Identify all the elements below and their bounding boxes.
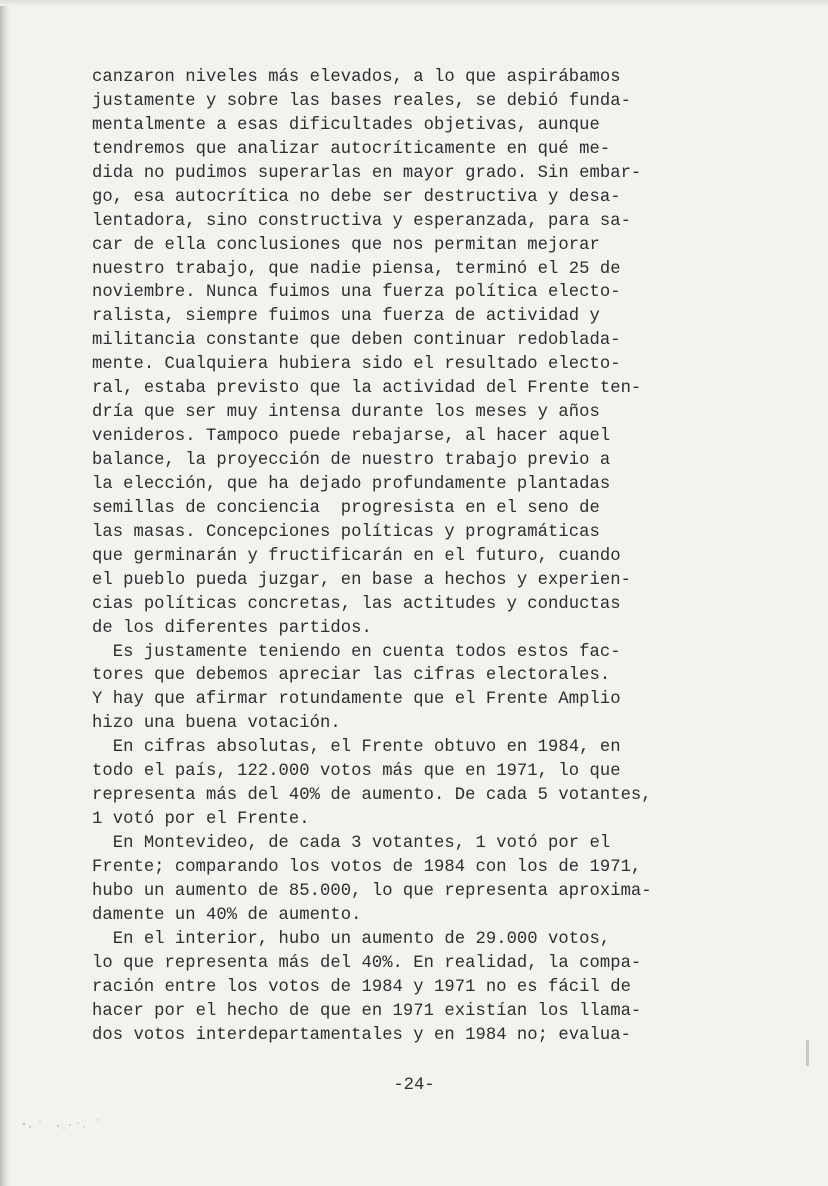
text-line: mente. Cualquiera hubiera sido el resultado electo- bbox=[92, 355, 621, 375]
text-line: el pueblo pueda juzgar, en base a hechos y experien- bbox=[92, 570, 631, 590]
text-line: car de ella conclusiones que nos permitan mejorar bbox=[92, 235, 600, 255]
text-line: En cifras absolutas, el Frente obtuvo en 1984, en bbox=[92, 738, 621, 758]
text-line: noviembre. Nunca fuimos una fuerza política electo- bbox=[92, 283, 621, 303]
text-line: ración entre los votos de 1984 y 1971 no es fácil de bbox=[92, 977, 631, 997]
text-line: dos votos interdepartamentales y en 1984 no; evalua- bbox=[92, 1025, 631, 1045]
page-number: -24- bbox=[393, 1076, 435, 1095]
text-line: que germinarán y fructificarán en el futuro, cuando bbox=[92, 546, 621, 566]
text-line: ral, estaba previsto que la actividad del Frente ten- bbox=[92, 379, 642, 399]
text-line: go, esa autocrítica no debe ser destructiva y desa- bbox=[92, 187, 621, 207]
text-line: justamente y sobre las bases reales, se debió funda- bbox=[92, 91, 631, 111]
text-line: canzaron niveles más elevados, a lo que aspirábamos bbox=[92, 68, 621, 87]
text-line: venideros. Tampoco puede rebajarse, al hacer aquel bbox=[92, 427, 611, 447]
text-line: nuestro trabajo, que nadie piensa, terminó el 25 de bbox=[92, 259, 621, 279]
text-line: hubo un aumento de 85.000, lo que representa aproxima- bbox=[92, 881, 652, 901]
text-line: dría que ser muy intensa durante los meses y años bbox=[92, 403, 600, 423]
text-line: cias políticas concretas, las actitudes y conductas bbox=[92, 594, 621, 614]
text-line: balance, la proyección de nuestro trabajo previo a bbox=[92, 451, 611, 470]
text-line: lentadora, sino constructiva y esperanzada, para sa- bbox=[92, 211, 631, 231]
text-line: hacer por el hecho de que en 1971 existían los llama- bbox=[92, 1001, 642, 1021]
page-edge-shadow bbox=[0, 0, 10, 1186]
text-line: hizo una buena votación. bbox=[92, 714, 341, 734]
text-line: 1 votó por el Frente. bbox=[92, 810, 310, 830]
text-line: militancia constante que deben continuar redoblada- bbox=[92, 331, 621, 351]
text-line: En el interior, hubo un aumento de 29.000 votos, bbox=[92, 929, 611, 949]
text-line: tendremos que analizar autocríticamente en qué me- bbox=[92, 139, 611, 159]
text-line: ralista, siempre fuimos una fuerza de actividad y bbox=[92, 307, 600, 327]
text-line: las masas. Concepciones políticas y programáticas bbox=[92, 522, 600, 542]
text-line: En Montevideo, de cada 3 votantes, 1 votó por el bbox=[92, 834, 611, 853]
ink-speck-mark bbox=[18, 1110, 108, 1134]
text-line: la elección, que ha dejado profundamente plantadas bbox=[92, 474, 611, 494]
text-line: Es justamente teniendo en cuenta todos estos fac- bbox=[92, 642, 621, 662]
text-line: tores que debemos apreciar las cifras electorales. bbox=[92, 666, 611, 686]
text-line: damente un 40% de aumento. bbox=[92, 905, 362, 925]
page-top-shadow bbox=[0, 0, 828, 6]
text-line: de los diferentes partidos. bbox=[92, 618, 372, 638]
text-line: todo el país, 122.000 votos más que en 1971, lo que bbox=[92, 762, 621, 782]
margin-mark bbox=[806, 1040, 809, 1066]
text-line: mentalmente a esas dificultades objetivas, aunque bbox=[92, 115, 600, 135]
text-line: dida no pudimos superarlas en mayor grado. Sin embar- bbox=[92, 163, 642, 183]
text-line: lo que representa más del 40%. En realidad, la compa- bbox=[92, 953, 642, 973]
text-line: representa más del 40% de aumento. De cada 5 votantes, bbox=[92, 786, 652, 806]
text-line: semillas de conciencia progresista en el seno de bbox=[92, 498, 600, 518]
body-text bbox=[92, 66, 748, 1047]
text-line: Y hay que afirmar rotundamente que el Frente Amplio bbox=[92, 690, 621, 710]
text-line: Frente; comparando los votos de 1984 con los de 1971, bbox=[92, 857, 642, 877]
